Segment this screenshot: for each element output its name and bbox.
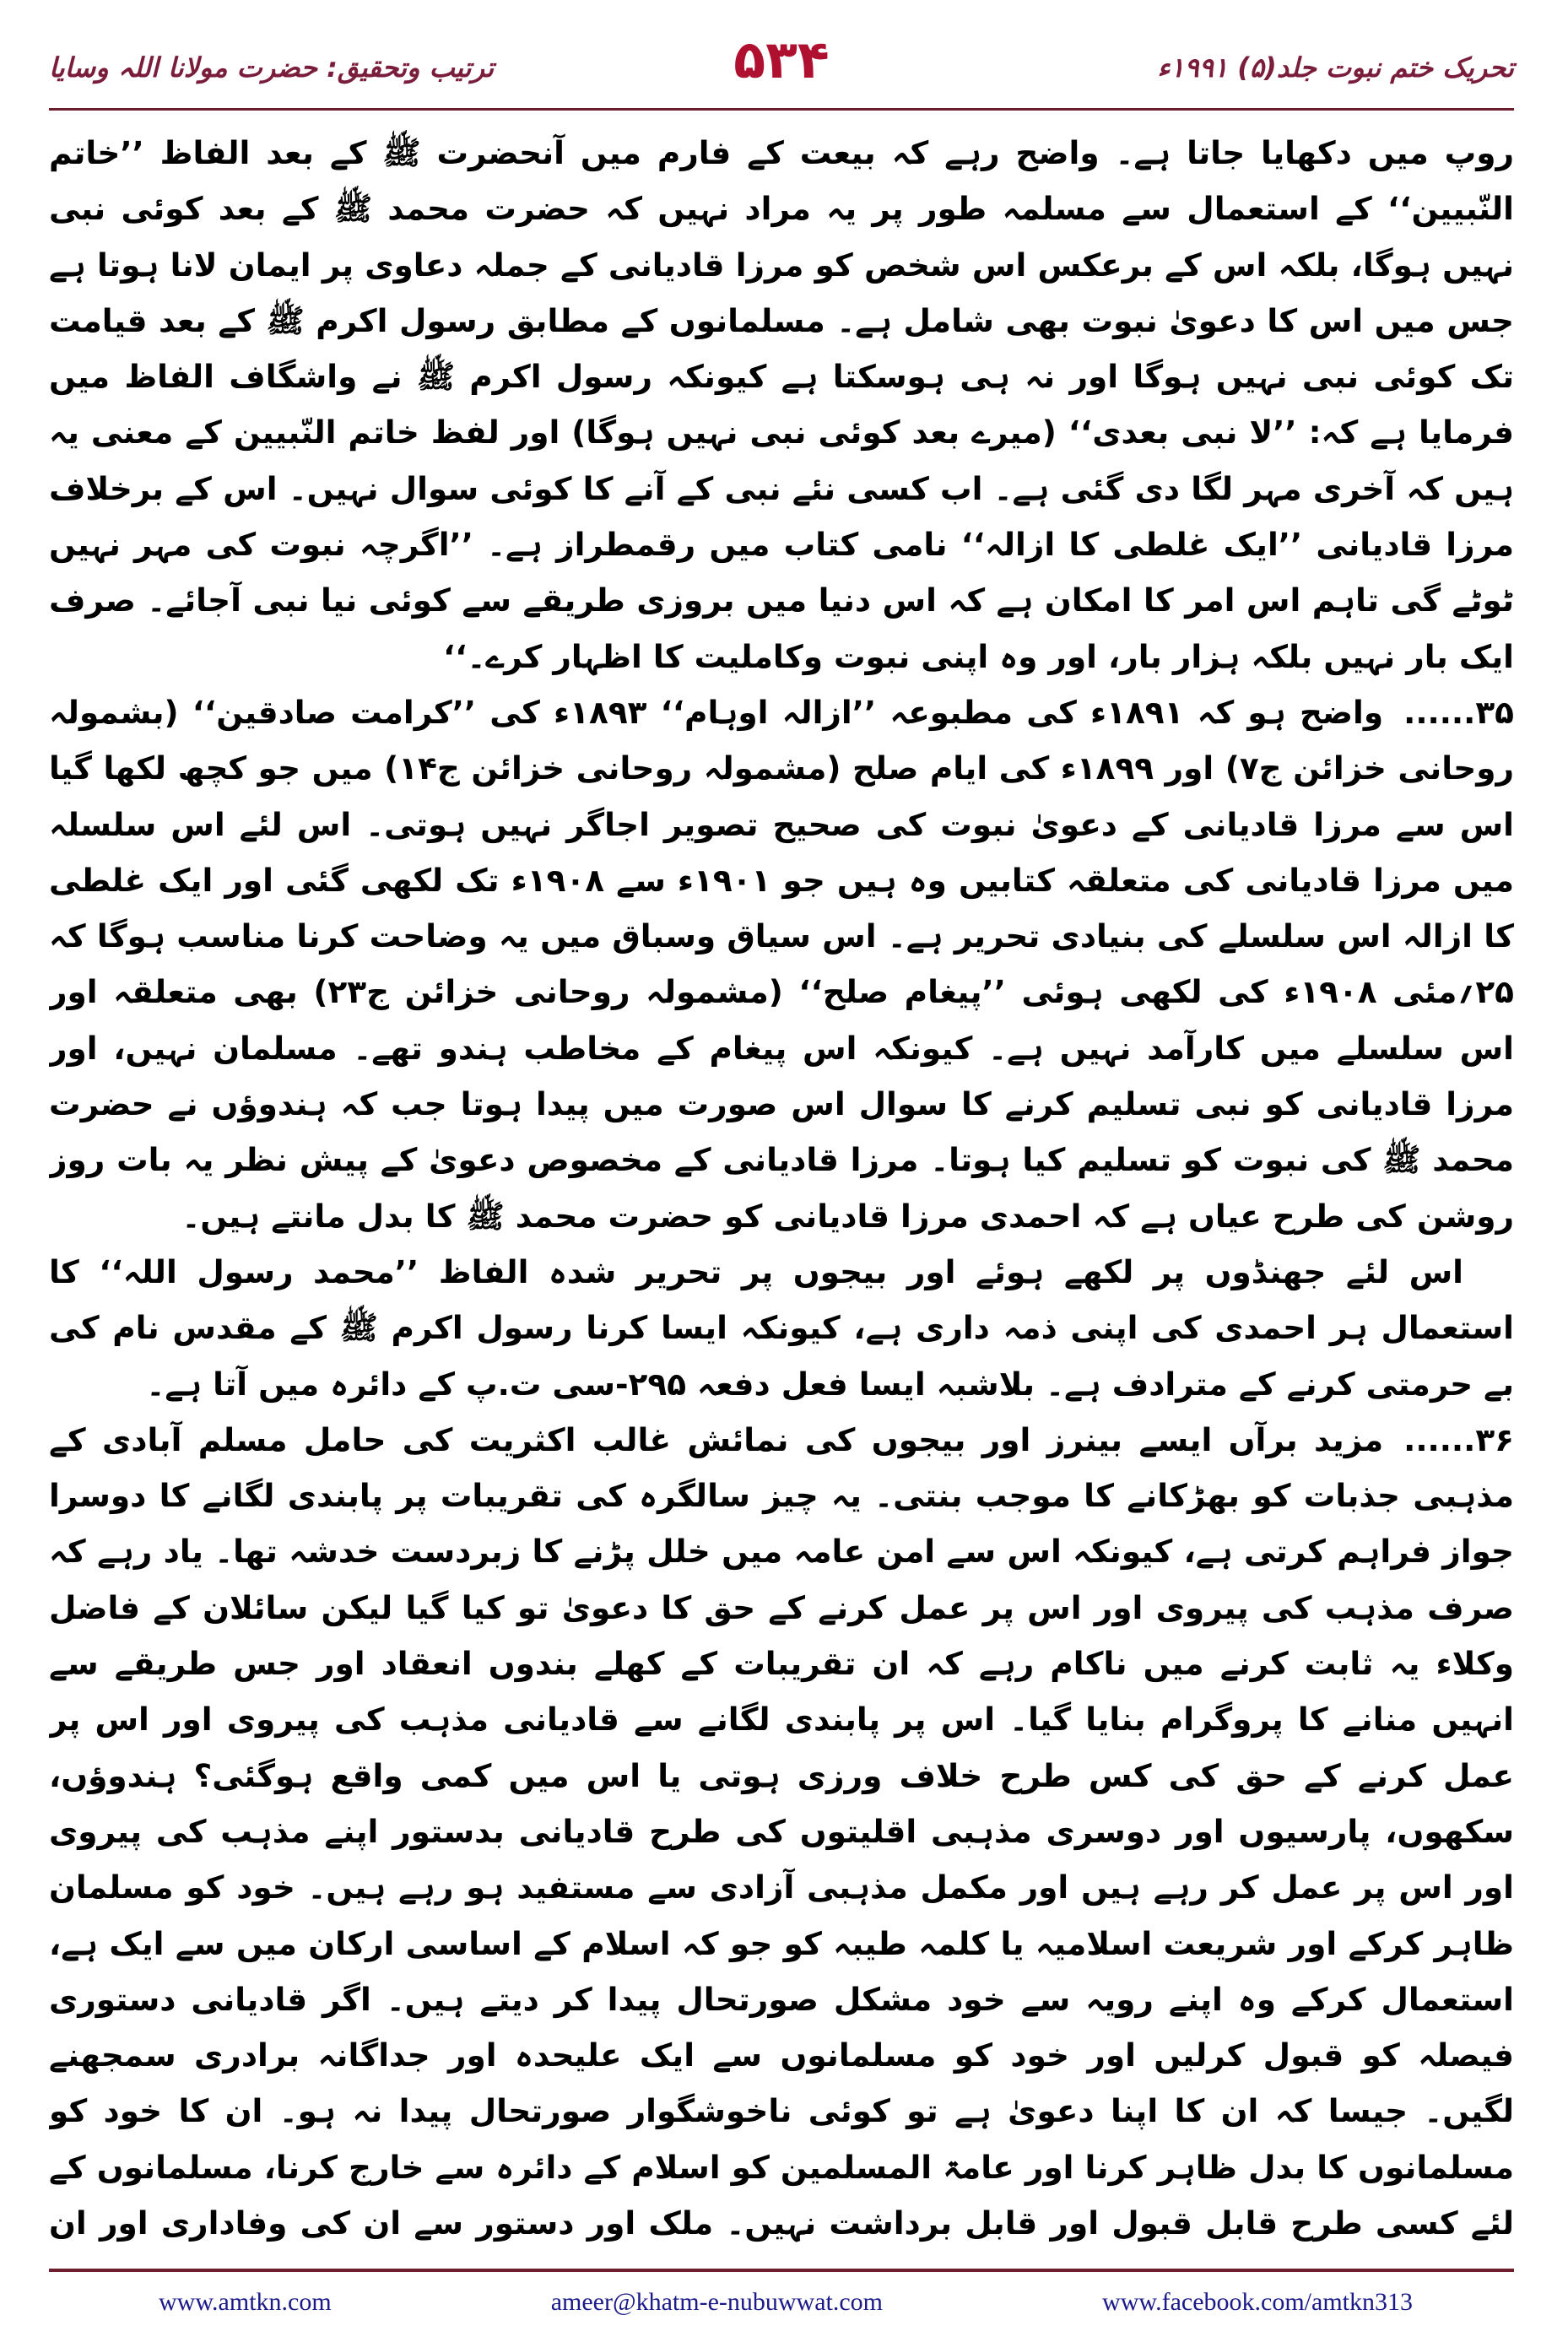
paragraph bbox=[49, 125, 1514, 684]
paragraph-text: واضح ہو کہ ۱۸۹۱ء کی مطبوعہ ’’ازالہ اوہام‘‘ ۱۸۹۳ء کی ’’کرامت صادقین‘‘ (بشمولہ روحانی خزائن ج۷) اور ۱۸۹۹ء کی ایام صلح (مشمولہ روحانی خزائن ج۱۴) میں جو کچھ لکھا گیا اس سے مرزا قادیانی کے دعویٰ نبوت کی صحیح تصویر اجاگر نہیں ہوتی۔ اس لئے اس سلسلہ میں مرزا قادیانی کی متعلقہ کتابیں وہ ہیں جو ۱۹۰۱ء سے ۱۹۰۸ء تک لکھی گئی اور ایک غلطی کا ازالہ اس سلسلے کی بنیادی تحریر ہے۔ اس سیاق وسباق میں یہ وضاحت کرنا مناسب ہوگا کہ ۲۵؍مئی ۱۹۰۸ء کی لکھی ہوئی ’’پیغام صلح‘‘ (مشمولہ روحانی خزائن ج۲۳) بھی متعلقہ اور اس سلسلے میں کارآمد نہیں ہے۔ کیونکہ اس پیغام کے مخاطب ہندو تھے۔ مسلمان نہیں، اور مرزا قادیانی کو نبی تسلیم کرنے کا سوال اس صورت میں پیدا ہوتا جب کہ ہندوؤں نے حضرت محمد ﷺ کی نبوت کو تسلیم کیا ہوتا۔ مرزا قادیانی کے مخصوص دعویٰ کے پیش نظر یہ بات روز روشن کی طرح عیاں ہے کہ احمدی مرزا قادیانی کو حضرت محمد ﷺ کا بدل مانتے ہیں۔ bbox=[49, 693, 1514, 1235]
paragraph-number: ۳۵...... bbox=[1403, 693, 1514, 731]
paragraph bbox=[49, 684, 1514, 1244]
body-text bbox=[49, 125, 1514, 2257]
paragraph-text: اس لئے جھنڈوں پر لکھے ہوئے اور بیجوں پر تحریر شدہ الفاظ ’’محمد رسول اللہ‘‘ کا استعمال ہر احمدی کی اپنی ذمہ داری ہے، کیونکہ ایسا کرنا رسول اکرم ﷺ کے مقدس نام کی بے حرمتی کرنے کے مترادف ہے۔ بلاشبہ ایسا فعل دفعہ ۲۹۵-سی ت.پ کے دائرہ میں آتا ہے۔ bbox=[49, 1252, 1514, 1403]
paragraph bbox=[49, 1244, 1514, 1412]
page-header bbox=[49, 25, 1514, 110]
page-number: ۵۳۴ bbox=[733, 29, 830, 90]
email-link[interactable]: ameer@khatm-e-nubuwwat.com bbox=[550, 2288, 884, 2316]
website-link[interactable]: www.amtkn.com bbox=[159, 2288, 332, 2316]
facebook-link[interactable]: www.facebook.com/amtkn313 bbox=[1102, 2288, 1413, 2316]
paragraph bbox=[49, 1412, 1514, 2257]
header-divider bbox=[49, 108, 1514, 111]
footer-divider bbox=[49, 2269, 1514, 2272]
page-footer bbox=[49, 2279, 1514, 2326]
compiler-credit: ترتیب وتحقیق: حضرت مولانا اللہ وسایا bbox=[49, 51, 495, 84]
paragraph-number: ۳۶...... bbox=[1403, 1420, 1514, 1458]
paragraph-text: مزید برآں ایسے بینرز اور بیجوں کی نمائش غالب اکثریت کی حامل مسلم آبادی کے مذہبی جذبات کو بھڑکانے کا موجب بنتی۔ یہ چیز سالگرہ کی تقریبات پر پابندی لگانے کا دوسرا جواز فراہم کرتی ہے، کیونکہ اس سے امن عامہ میں خلل پڑنے کا زبردست خدشہ تھا۔ یاد رہے کہ صرف مذہب کی پیروی اور اس پر عمل کرنے کے حق کا دعویٰ تو کیا گیا لیکن سائلان کے فاضل وکلاء یہ ثابت کرنے میں ناکام رہے کہ ان تقریبات کے کھلے بندوں انعقاد اور جس طریقے سے انہیں منانے کا پروگرام بنایا گیا۔ اس پر پابندی لگانے سے قادیانی مذہب کی پیروی اور اس پر عمل کرنے کے حق کی کس طرح خلاف ورزی ہوتی یا اس میں کمی واقع ہوگئی؟ ہندوؤں، سکھوں، پارسیوں اور دوسری مذہبی اقلیتوں کی طرح قادیانی بدستور اپنے مذہب کی پیروی اور اس پر عمل کر رہے ہیں اور مکمل مذہبی آزادی سے مستفید ہو رہے ہیں۔ خود کو مسلمان ظاہر کرکے اور شریعت اسلامیہ یا کلمہ طیبہ کو جو کہ اسلام کے اساسی ارکان میں سے ایک ہے، استعمال کرکے وہ اپنے رویہ سے خود مشکل صورتحال پیدا کر دیتے ہیں۔ اگر قادیانی دستوری فیصلہ کو قبول کرلیں اور خود کو مسلمانوں سے ایک علیحدہ اور جداگانہ برادری سمجھنے لگیں۔ جیسا کہ ان کا اپنا دعویٰ ہے تو کوئی ناخوشگوار صورتحال پیدا نہ ہو۔ ان کا خود کو مسلمانوں کا بدل ظاہر کرنا اور عامۃ المسلمین کو اسلام کے دائرہ سے خارج کرنا، مسلمانوں کے لئے کسی طرح قابل قبول اور قابل برداشت نہیں۔ ملک اور دستور سے ان کی وفاداری اور ان bbox=[49, 1420, 1514, 2242]
paragraph-text: روپ میں دکھایا جاتا ہے۔ واضح رہے کہ بیعت کے فارم میں آنحضرت ﷺ کے بعد الفاظ ’’خاتم النّبیین‘‘ کے استعمال سے مسلمہ طور پر یہ مراد نہیں کہ حضرت محمد ﷺ کے بعد کوئی نبی نہیں ہوگا، بلکہ اس کے برعکس اس شخص کو مرزا قادیانی کے جملہ دعاوی پر ایمان لانا ہوتا ہے جس میں اس کا دعویٰ نبوت بھی شامل ہے۔ مسلمانوں کے مطابق رسول اکرم ﷺ کے بعد قیامت تک کوئی نبی نہیں ہوگا اور نہ ہی ہوسکتا ہے کیونکہ رسول اکرم ﷺ نے واشگاف الفاظ میں فرمایا ہے کہ: ’’لا نبی بعدی‘‘ (میرے بعد کوئی نبی نہیں ہوگا) اور لفظ خاتم النّبیین کے معنی یہ ہیں کہ آخری مہر لگا دی گئی ہے۔ اب کسی نئے نبی کے آنے کا کوئی سوال نہیں۔ اس کے برخلاف مرزا قادیانی ’’ایک غلطی کا ازالہ‘‘ نامی کتاب میں رقمطراز ہے۔ ’’اگرچہ نبوت کی مہر نہیں ٹوٹے گی تاہم اس امر کا امکان ہے کہ اس دنیا میں بروزی طریقے سے کوئی نیا نبی آجائے۔ صرف ایک بار نہیں بلکہ ہزار بار، اور وہ اپنی نبوت وکاملیت کا اظہار کرے۔‘‘ bbox=[49, 134, 1514, 675]
book-title: تحریک ختم نبوت جلد(۵) ۱۹۹۱ء bbox=[1157, 51, 1514, 84]
